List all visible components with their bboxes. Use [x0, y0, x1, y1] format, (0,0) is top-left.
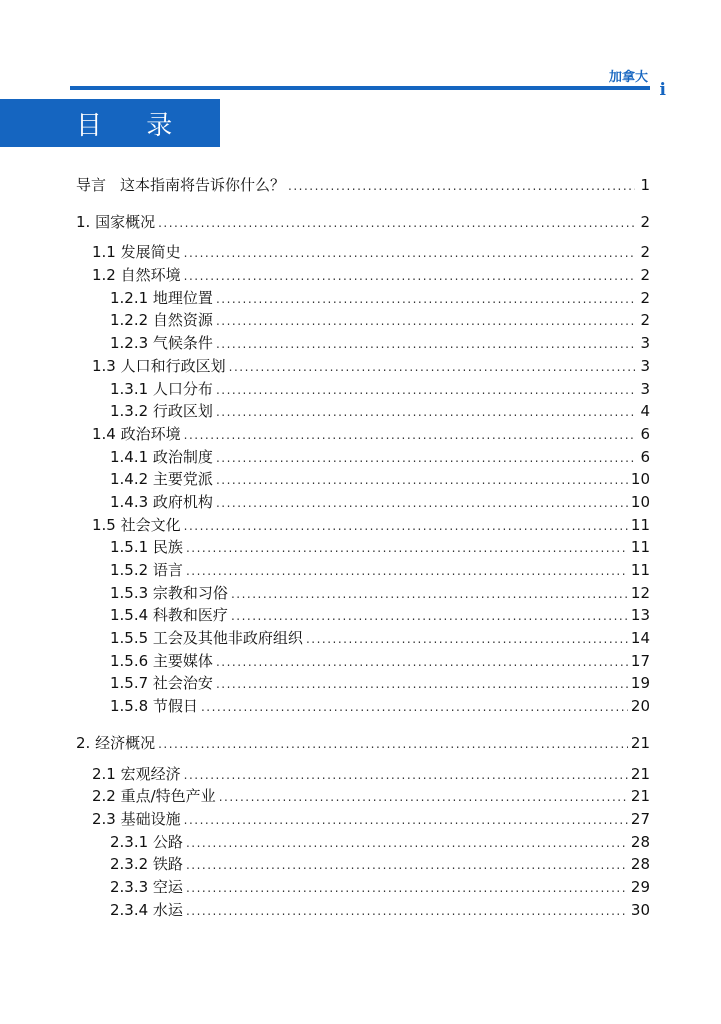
toc-leader-dots [184, 764, 628, 787]
toc-entry-label: 1.2 自然环境 [92, 266, 181, 285]
toc-entry-page: 17 [630, 651, 650, 670]
toc-subsection[interactable] [76, 287, 650, 310]
toc-entry-label: 1.5.6 主要媒体 [110, 651, 213, 670]
toc-entry-page: 21 [630, 787, 650, 806]
toc-entry-label: 1.5.1 民族 [110, 538, 183, 557]
toc-entry-page: 28 [630, 855, 650, 874]
toc-leader-dots [216, 310, 635, 333]
toc-entry-label: 1.4.3 政府机构 [110, 492, 213, 511]
toc-gap [76, 233, 650, 241]
toc-subsection[interactable] [76, 400, 650, 423]
toc-subsection[interactable] [76, 446, 650, 469]
toc-leader-dots [219, 786, 628, 809]
header-country: 加拿大 [608, 70, 648, 85]
toc-subsection[interactable] [76, 695, 650, 718]
toc-entry-page: 10 [630, 492, 650, 511]
toc-entry-label: 1.3.2 行政区划 [110, 402, 213, 421]
toc-entry-page: 21 [630, 733, 650, 752]
toc-entry-page: 20 [630, 697, 650, 716]
toc-leader-dots [186, 900, 628, 923]
toc-leader-dots [186, 854, 628, 877]
toc-entry-label: 1.3.1 人口分布 [110, 379, 213, 398]
toc-entry-page: 6 [640, 447, 650, 466]
toc-entry-page: 13 [630, 606, 650, 625]
toc-entry-page: 2 [640, 266, 650, 285]
toc-leader-dots [186, 537, 628, 560]
toc-entry-page: 2 [640, 311, 650, 330]
toc-entry-label: 2.3.2 铁路 [110, 855, 183, 874]
toc-entry-page: 1 [640, 176, 650, 194]
toc-entry-label: 1.2.3 气候条件 [110, 334, 213, 353]
toc-entry-label: 1.3 人口和行政区划 [92, 356, 226, 375]
toc-leader-dots [184, 515, 628, 538]
toc-entry-page: 10 [630, 470, 650, 489]
toc-entry-page: 12 [630, 583, 650, 602]
toc-subsection[interactable] [76, 650, 650, 673]
toc-entry-page: 28 [630, 832, 650, 851]
toc-entry-page: 21 [630, 764, 650, 783]
toc-subsection[interactable] [76, 853, 650, 876]
toc-subsection[interactable] [76, 491, 650, 514]
toc-gap [76, 755, 650, 763]
toc-entry-label: 1.5.5 工会及其他非政府组织 [110, 629, 303, 648]
toc-leader-dots [216, 333, 635, 356]
toc-subsection[interactable] [76, 672, 650, 695]
toc-leader-dots [216, 651, 628, 674]
toc-entry-page: 2 [640, 243, 650, 262]
toc-leader-dots [184, 265, 635, 288]
toc-subsection[interactable] [76, 582, 650, 605]
toc-subsection[interactable] [76, 831, 650, 854]
toc-leader-dots [184, 424, 635, 447]
toc-title-banner [0, 99, 220, 147]
toc-gap [76, 197, 650, 211]
toc-entry-label: 2.1 宏观经济 [92, 764, 181, 783]
toc-leader-dots [229, 356, 635, 379]
toc-subsection[interactable] [76, 559, 650, 582]
toc-subsection[interactable] [76, 536, 650, 559]
toc-entry-page: 11 [630, 515, 650, 534]
toc-entry-label: 1.5.7 社会治安 [110, 674, 213, 693]
toc-entry-page: 2 [640, 288, 650, 307]
toc-leader-dots [216, 673, 628, 696]
toc-entry-page: 4 [640, 402, 650, 421]
toc-subsection[interactable] [76, 309, 650, 332]
toc-leader-dots [184, 809, 628, 832]
toc-subsection[interactable] [76, 899, 650, 922]
toc-title: 目 录 [76, 110, 191, 141]
toc-entry-label: 2.2 重点/特色产业 [92, 787, 216, 806]
toc-leader-dots [184, 242, 635, 265]
toc-entry-intro[interactable] [76, 174, 650, 197]
toc-leader-dots [216, 401, 635, 424]
toc-gap [76, 718, 650, 732]
toc-section[interactable] [76, 763, 650, 786]
toc-entry-label: 2. 经济概况 [76, 733, 156, 752]
toc-entry-page: 29 [630, 877, 650, 896]
toc-leader-dots [201, 696, 628, 719]
toc-leader-dots [216, 492, 628, 515]
page-number-roman: i [659, 80, 666, 100]
toc-subsection[interactable] [76, 332, 650, 355]
toc-entry-label: 1.2.2 自然资源 [110, 311, 213, 330]
toc-entry-page: 3 [640, 334, 650, 353]
toc-section[interactable] [76, 423, 650, 446]
toc-entry-page: 11 [630, 561, 650, 579]
toc-section[interactable] [76, 785, 650, 808]
toc-entry-label: 1.4 政治环境 [92, 424, 181, 443]
toc-entry-page: 6 [640, 424, 650, 443]
toc-leader-dots [186, 560, 628, 583]
toc-leader-dots [158, 212, 635, 235]
toc-leader-dots [306, 628, 628, 651]
toc-entry-label: 1.5.4 科教和医疗 [110, 606, 228, 625]
toc-entry-label: 1.4.1 政治制度 [110, 447, 213, 466]
toc-entry-page: 27 [630, 809, 650, 828]
toc-section[interactable] [76, 241, 650, 264]
toc-subsection[interactable] [76, 604, 650, 627]
toc-entry-label: 2.3.4 水运 [110, 900, 183, 919]
toc-entry-label: 1.1 发展简史 [92, 243, 181, 262]
toc-section[interactable] [76, 355, 650, 378]
toc-subsection[interactable] [76, 627, 650, 650]
toc-chapter[interactable] [76, 211, 650, 234]
toc-entry-label: 2.3 基础设施 [92, 809, 181, 828]
toc-leader-dots [231, 605, 628, 628]
toc-entry-label: 2.3.3 空运 [110, 877, 183, 896]
toc-subsection[interactable] [76, 468, 650, 491]
toc-entry-label: 1. 国家概况 [76, 212, 156, 231]
toc-entry-page: 11 [630, 538, 650, 557]
toc-leader-dots [216, 447, 635, 470]
toc-leader-dots [231, 583, 628, 606]
toc-entry-page: 30 [630, 900, 650, 919]
toc-entry-page: 2 [640, 212, 650, 231]
toc-subsection[interactable] [76, 876, 650, 899]
toc-entry-label: 2.3.1 公路 [110, 832, 183, 851]
header-rule [70, 86, 650, 90]
toc-leader-dots [216, 288, 635, 311]
toc-entry-label: 1.5.3 宗教和习俗 [110, 583, 228, 602]
toc-entry-label: 1.5.8 节假日 [110, 697, 198, 716]
toc-section[interactable] [76, 264, 650, 287]
toc-entry-page: 3 [640, 356, 650, 375]
toc-section[interactable] [76, 808, 650, 831]
toc-leader-dots [186, 877, 628, 900]
toc-entry-page: 19 [630, 674, 650, 693]
toc-leader-dots [186, 832, 628, 855]
toc-entry-label: 1.4.2 主要党派 [110, 470, 213, 489]
toc-leader-dots [216, 469, 628, 492]
toc-leader-dots [158, 733, 628, 756]
toc-chapter[interactable] [76, 732, 650, 755]
toc-leader-dots [216, 379, 635, 402]
table-of-contents [76, 174, 650, 921]
toc-leader-dots [288, 175, 635, 198]
toc-subsection[interactable] [76, 378, 650, 401]
toc-section[interactable] [76, 514, 650, 537]
toc-entry-page: 14 [630, 629, 650, 648]
toc-entry-label: 1.2.1 地理位置 [110, 288, 213, 307]
toc-entry-label: 1.5.2 语言 [110, 561, 183, 579]
toc-entry-label: 导言 这本指南将告诉你什么？ [76, 176, 286, 194]
toc-entry-label: 1.5 社会文化 [92, 515, 181, 534]
toc-entry-page: 3 [640, 379, 650, 398]
